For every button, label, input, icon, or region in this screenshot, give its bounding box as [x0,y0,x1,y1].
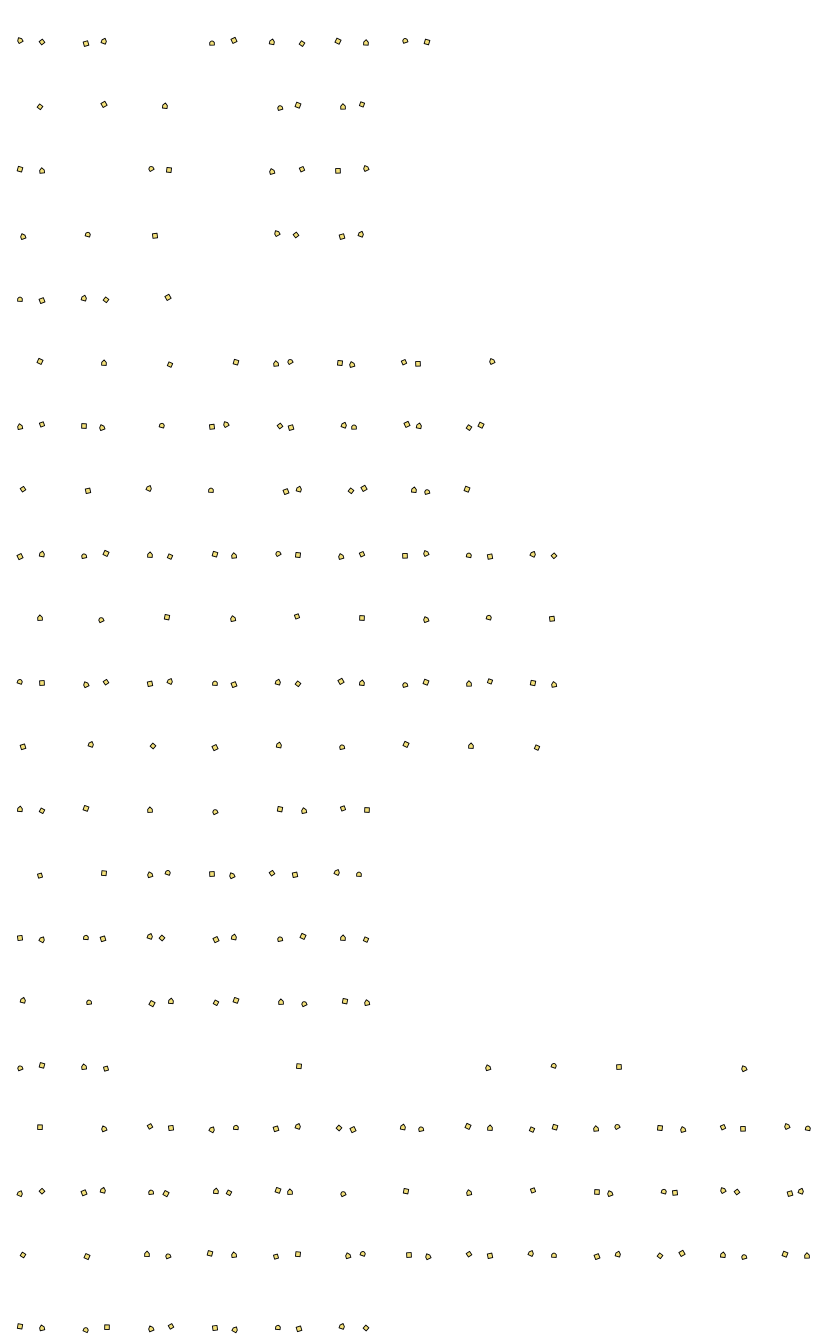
small-yellow-marker-icon [17,166,23,172]
small-yellow-marker-icon [340,1191,346,1197]
small-yellow-marker-icon [38,1125,43,1130]
small-yellow-marker-icon [657,1253,663,1259]
small-yellow-marker-icon [295,1252,300,1257]
small-yellow-marker-icon [295,1123,301,1130]
small-yellow-marker-icon [88,741,94,748]
small-yellow-marker-icon [787,1191,793,1197]
small-yellow-marker-icon [805,1253,810,1259]
small-yellow-marker-icon [348,488,354,494]
small-yellow-marker-icon [39,39,45,45]
small-yellow-marker-icon [292,872,297,877]
small-yellow-marker-icon [607,1190,613,1197]
small-yellow-marker-icon [464,486,470,492]
small-yellow-marker-icon [212,551,218,557]
small-yellow-marker-icon [423,679,429,685]
small-yellow-marker-icon [222,421,229,428]
small-yellow-marker-icon [39,936,46,943]
small-yellow-marker-icon [288,425,294,431]
small-yellow-marker-icon [17,806,22,812]
small-yellow-marker-icon [166,167,171,172]
small-yellow-marker-icon [100,1187,106,1193]
small-yellow-marker-icon [103,550,109,556]
small-yellow-marker-icon [486,678,494,686]
small-yellow-marker-icon [403,1189,408,1194]
small-yellow-marker-icon [358,101,366,109]
small-yellow-marker-icon [101,1125,107,1132]
small-yellow-marker-icon [207,1251,213,1257]
small-yellow-marker-icon [148,1325,154,1332]
small-yellow-marker-icon [99,424,105,431]
small-yellow-marker-icon [275,1325,280,1330]
small-yellow-marker-icon [486,615,492,620]
small-yellow-marker-icon [798,1187,804,1194]
small-yellow-marker-icon [210,41,215,45]
small-yellow-marker-icon [39,551,45,557]
small-yellow-marker-icon [338,553,344,559]
small-yellow-marker-icon [213,1188,218,1194]
small-yellow-marker-icon [277,807,282,812]
small-yellow-marker-icon [166,361,173,368]
small-yellow-marker-icon [105,1325,110,1330]
small-yellow-marker-icon [168,1125,173,1130]
small-yellow-marker-icon [101,871,106,876]
small-yellow-marker-icon [339,1323,345,1330]
small-yellow-marker-icon [358,230,364,237]
small-yellow-marker-icon [165,294,171,300]
small-yellow-marker-icon [37,358,43,364]
small-yellow-marker-icon [273,360,278,366]
small-yellow-marker-icon [38,807,45,814]
small-yellow-marker-icon [39,1324,45,1330]
small-yellow-marker-icon [741,1254,747,1259]
small-yellow-marker-icon [277,105,283,110]
small-yellow-marker-icon [213,937,219,943]
small-yellow-marker-icon [784,1123,790,1130]
small-yellow-marker-icon [148,807,153,813]
small-yellow-marker-icon [83,681,90,688]
small-yellow-marker-icon [551,681,557,687]
small-yellow-marker-icon [17,679,23,685]
small-yellow-marker-icon [20,486,27,493]
small-yellow-marker-icon [165,870,171,876]
small-yellow-marker-icon [233,1125,238,1130]
small-yellow-marker-icon [17,1324,22,1329]
small-yellow-marker-icon [18,297,23,301]
small-yellow-marker-icon [782,1251,788,1257]
small-yellow-marker-icon [273,1126,279,1132]
small-yellow-marker-icon [423,616,429,623]
small-yellow-marker-icon [212,809,218,815]
small-yellow-marker-icon [101,101,107,107]
small-yellow-marker-icon [466,1189,472,1195]
small-yellow-marker-icon [335,38,341,44]
small-yellow-marker-icon [275,1187,281,1193]
small-yellow-marker-icon [231,682,237,688]
small-yellow-marker-icon [424,489,430,494]
small-yellow-marker-icon [231,552,236,558]
small-yellow-marker-icon [466,553,471,558]
small-yellow-marker-icon [85,232,91,237]
small-yellow-marker-icon [288,1189,293,1195]
small-yellow-marker-icon [298,165,305,172]
small-yellow-marker-icon [614,1124,620,1130]
small-yellow-marker-icon [295,681,301,687]
small-yellow-marker-icon [40,681,45,686]
small-yellow-marker-icon [283,489,289,495]
small-yellow-marker-icon [20,997,26,1003]
small-yellow-marker-icon [360,1251,366,1257]
small-yellow-marker-icon [20,233,26,240]
small-yellow-marker-icon [352,425,357,429]
small-yellow-marker-icon [152,233,157,238]
small-yellow-marker-icon [485,1064,491,1071]
small-yellow-marker-icon [334,869,340,876]
small-yellow-marker-icon [38,615,43,621]
small-yellow-marker-icon [231,37,237,43]
small-yellow-marker-icon [593,1125,598,1131]
small-yellow-marker-icon [233,359,239,365]
small-yellow-marker-icon [551,1063,557,1069]
small-yellow-marker-icon [148,166,154,172]
small-yellow-marker-icon [146,1123,153,1130]
small-yellow-marker-icon [489,358,495,365]
small-yellow-marker-icon [212,745,218,751]
small-yellow-marker-icon [162,103,167,109]
small-yellow-marker-icon [168,998,173,1004]
small-yellow-marker-icon [361,485,367,491]
small-yellow-marker-icon [20,744,26,750]
small-yellow-marker-icon [530,680,535,685]
small-yellow-marker-icon [487,554,492,559]
small-yellow-marker-icon [661,1189,667,1194]
small-yellow-marker-icon [159,423,165,428]
small-yellow-marker-icon [275,679,281,685]
small-yellow-marker-icon [423,550,429,557]
small-yellow-marker-icon [403,553,408,558]
small-yellow-marker-icon [418,1126,423,1131]
small-yellow-marker-icon [416,361,421,366]
small-yellow-marker-icon [364,40,369,46]
small-yellow-marker-icon [362,936,369,943]
small-yellow-marker-icon [359,680,364,686]
small-yellow-marker-icon [594,1254,600,1260]
small-yellow-marker-icon [16,37,23,44]
small-yellow-marker-icon [345,1252,351,1259]
small-yellow-marker-icon [103,679,110,686]
small-yellow-marker-icon [38,421,46,429]
small-yellow-marker-icon [277,936,282,941]
small-yellow-marker-icon [273,230,280,237]
small-yellow-marker-icon [533,744,540,751]
small-yellow-marker-icon [37,104,43,110]
small-yellow-marker-icon [296,486,302,492]
small-yellow-marker-icon [805,1126,810,1131]
small-yellow-marker-icon [209,424,214,429]
small-yellow-marker-icon [103,297,109,303]
small-yellow-marker-icon [530,550,537,557]
small-yellow-marker-icon [400,358,407,365]
small-yellow-marker-icon [167,678,173,685]
small-yellow-marker-icon [719,1187,726,1194]
small-yellow-marker-icon [411,487,416,493]
small-yellow-marker-icon [336,1125,342,1131]
small-yellow-marker-icon [82,424,87,429]
small-yellow-marker-icon [230,615,236,621]
small-yellow-marker-icon [617,1065,622,1070]
small-yellow-marker-icon [293,232,299,238]
small-yellow-marker-icon [487,1253,492,1258]
small-yellow-marker-icon [467,681,472,687]
small-yellow-marker-icon [720,1252,725,1258]
small-yellow-marker-icon [350,1127,356,1133]
small-yellow-marker-icon [36,872,44,880]
small-yellow-marker-icon [719,1123,726,1130]
small-yellow-marker-icon [679,1250,685,1256]
small-yellow-marker-icon [402,682,408,687]
small-yellow-marker-icon [148,1190,153,1195]
small-yellow-marker-icon [287,359,293,365]
small-yellow-marker-icon [232,1326,239,1333]
small-yellow-marker-icon [341,935,346,941]
small-yellow-marker-icon [299,40,306,47]
small-yellow-marker-icon [17,1065,23,1071]
small-yellow-marker-icon [465,1123,471,1129]
small-yellow-marker-icon [39,167,44,173]
small-yellow-marker-icon [17,554,23,560]
small-yellow-marker-icon [39,1063,45,1069]
small-yellow-marker-icon [83,805,89,811]
small-yellow-marker-icon [595,1190,600,1195]
small-yellow-marker-icon [363,165,369,172]
small-yellow-marker-icon [83,1327,89,1333]
small-yellow-marker-icon [86,1000,91,1005]
small-yellow-marker-icon [466,424,473,431]
small-yellow-marker-icon [39,298,45,304]
small-yellow-marker-icon [528,1126,535,1133]
small-yellow-marker-icon [551,553,557,559]
small-yellow-marker-icon [81,295,87,301]
small-yellow-marker-icon [20,1252,27,1259]
small-yellow-marker-icon [17,423,23,429]
small-yellow-marker-icon [296,1326,302,1332]
small-yellow-marker-icon [212,999,219,1006]
small-yellow-marker-icon [358,550,365,557]
small-yellow-marker-icon [229,872,236,879]
small-yellow-marker-icon [339,744,344,749]
small-yellow-marker-icon [296,1064,301,1069]
small-yellow-marker-icon [83,935,88,940]
small-yellow-marker-icon [342,999,347,1004]
small-yellow-marker-icon [39,1188,45,1194]
small-yellow-marker-icon [341,104,346,110]
small-yellow-marker-icon [279,999,284,1005]
small-yellow-marker-icon [165,1253,171,1259]
small-yellow-marker-icon [734,1189,740,1195]
small-yellow-marker-icon [85,488,90,493]
small-yellow-marker-icon [403,741,409,747]
small-yellow-marker-icon [416,422,422,428]
small-yellow-marker-icon [339,234,345,240]
small-yellow-marker-icon [277,423,283,429]
small-yellow-marker-icon [102,360,107,366]
small-yellow-marker-icon [615,1251,621,1257]
small-yellow-marker-icon [657,1125,662,1130]
small-yellow-marker-icon [341,421,347,428]
small-yellow-marker-icon [98,617,104,623]
small-yellow-marker-icon [295,552,300,557]
small-yellow-marker-icon [357,872,362,876]
small-yellow-marker-icon [150,743,156,749]
small-yellow-marker-icon [269,870,276,877]
small-yellow-marker-icon [147,871,153,878]
small-yellow-marker-icon [552,1253,557,1257]
small-yellow-marker-icon [209,1126,216,1133]
small-yellow-marker-icon [225,1189,232,1196]
small-yellow-marker-icon [360,616,365,621]
small-yellow-marker-icon [146,485,152,492]
small-yellow-marker-icon [231,1252,236,1258]
small-yellow-marker-icon [363,1325,369,1331]
small-yellow-marker-icon [166,553,173,560]
small-yellow-marker-icon [349,361,355,367]
small-yellow-marker-icon [469,743,474,749]
small-yellow-marker-icon [84,1254,90,1260]
small-yellow-marker-icon [233,997,239,1003]
small-yellow-marker-icon [528,1250,534,1257]
small-yellow-marker-icon [210,872,215,877]
small-yellow-marker-icon [364,999,370,1005]
small-yellow-marker-icon [163,1190,169,1196]
small-yellow-marker-icon [81,1064,86,1070]
small-yellow-marker-icon [400,1124,406,1130]
small-yellow-marker-icon [147,681,152,686]
small-yellow-marker-icon [275,551,281,557]
small-yellow-marker-icon [17,935,22,940]
small-yellow-marker-icon [741,1126,746,1131]
small-yellow-marker-icon [209,488,214,492]
small-yellow-marker-icon [102,1065,110,1073]
small-yellow-marker-icon [269,168,275,174]
small-yellow-marker-icon [276,742,282,748]
small-yellow-marker-icon [148,552,153,558]
small-yellow-marker-icon [552,1124,558,1130]
small-yellow-marker-icon [741,1065,748,1072]
small-yellow-marker-icon [100,936,106,942]
small-yellow-marker-icon [231,934,237,940]
small-yellow-marker-icon [466,1251,473,1258]
small-yellow-marker-icon [680,1126,686,1132]
small-yellow-marker-icon [337,360,342,365]
small-yellow-marker-icon [402,38,408,44]
small-yellow-marker-icon [17,1190,23,1197]
small-yellow-marker-icon [101,37,107,44]
small-yellow-marker-icon [269,38,275,44]
small-yellow-marker-icon [293,613,301,621]
small-yellow-marker-icon [81,1190,87,1196]
small-yellow-marker-icon [365,808,370,813]
small-yellow-marker-icon [529,1187,537,1195]
small-yellow-marker-icon [488,1125,493,1131]
small-yellow-marker-icon [301,807,307,813]
small-yellow-marker-icon [301,1001,307,1007]
small-yellow-marker-icon [336,168,341,173]
small-yellow-marker-icon [338,678,344,684]
small-yellow-marker-icon [81,553,86,558]
small-yellow-marker-icon [164,615,169,620]
small-yellow-marker-icon [83,41,89,47]
small-yellow-marker-icon [300,933,306,939]
small-yellow-marker-icon [407,1253,412,1258]
small-yellow-marker-icon [549,616,554,621]
small-yellow-marker-icon [149,1000,155,1006]
small-yellow-marker-icon [212,1325,217,1330]
small-yellow-marker-icon [145,1251,150,1256]
small-yellow-marker-icon [272,1253,280,1261]
small-yellow-marker-icon [424,39,430,45]
small-yellow-marker-icon [295,102,301,108]
small-yellow-marker-icon [167,1323,174,1330]
small-yellow-marker-icon [478,422,484,428]
small-yellow-marker-icon [425,1253,432,1260]
small-yellow-marker-icon [672,1190,677,1195]
small-yellow-marker-icon [147,933,153,940]
small-yellow-marker-icon [339,805,347,813]
small-yellow-marker-icon [213,681,218,685]
small-yellow-marker-icon [404,421,410,427]
small-yellow-marker-icon [159,935,165,941]
